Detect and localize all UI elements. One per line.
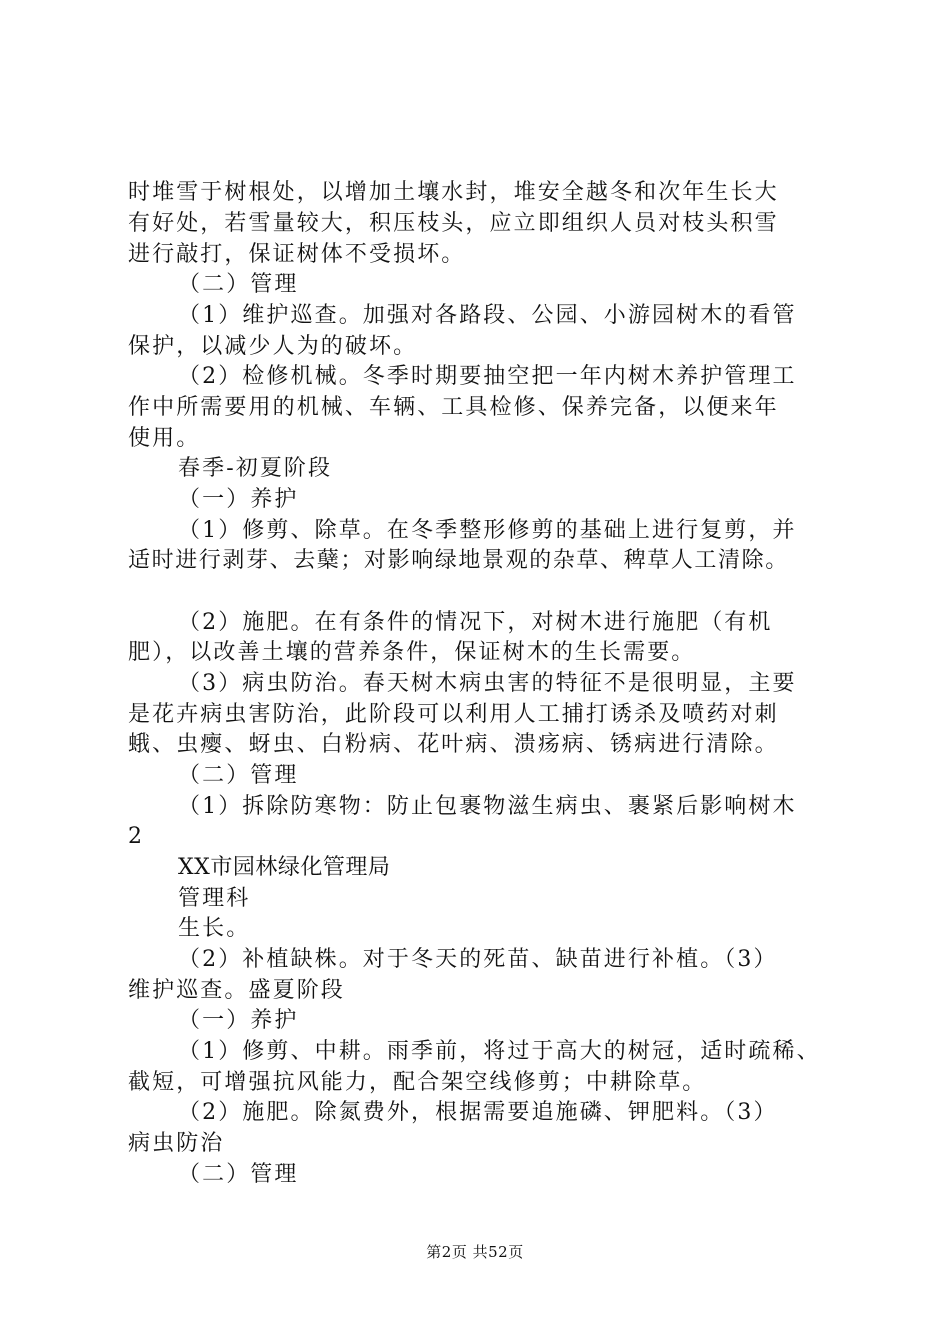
text-line: 维护巡查。盛夏阶段: [128, 978, 345, 1003]
text-line: 保护，以减少人为的破坏。: [128, 334, 418, 359]
text-line: （1）拆除防寒物：防止包裹物滋生病虫、裹紧后影响树木: [178, 794, 797, 819]
text-line: （1）修剪、除草。在冬季整形修剪的基础上进行复剪，并: [178, 518, 797, 543]
text-line: 是花卉病虫害防治，此阶段可以利用人工捕打诱杀及喷药对刺: [128, 702, 779, 727]
section-heading: （二）管理: [178, 272, 299, 297]
text-line: （1）维护巡查。加强对各路段、公园、小游园树木的看管: [178, 303, 797, 328]
page-number-marker: 2: [128, 824, 143, 849]
text-line: 蛾、虫瘿、蚜虫、白粉病、花叶病、溃疡病、锈病进行清除。: [128, 732, 779, 757]
section-heading: （二）管理: [178, 763, 299, 788]
section-heading: 春季-初夏阶段: [178, 456, 333, 481]
text-line: （2）施肥。除氮费外，根据需要追施磷、钾肥料。（3）: [178, 1100, 778, 1125]
section-heading: （一）养护: [178, 1008, 299, 1033]
text-line: 时堆雪于树根处，以增加土壤水封，堆安全越冬和次年生长大: [128, 180, 779, 205]
text-line: 肥），以改善土壤的营养条件，保证树木的生长需要。: [128, 640, 696, 665]
page-footer: 第2页 共52页: [426, 1243, 524, 1261]
text-line: （2）施肥。在有条件的情况下，对树木进行施肥（有机: [178, 610, 773, 635]
text-line: 适时进行剥芽、去蘖；对影响绿地景观的杂草、稗草人工清除。: [128, 548, 789, 573]
text-line: 截短，可增强抗风能力，配合架空线修剪；中耕除草。: [128, 1070, 707, 1095]
organization-name: XX市园林绿化管理局: [178, 855, 391, 880]
section-heading: （二）管理: [178, 1162, 299, 1187]
text-line: 生长。: [178, 916, 251, 941]
department-name: 管理科: [178, 886, 251, 911]
text-line: （1）修剪、中耕。雨季前，将过于高大的树冠，适时疏稀、: [178, 1039, 821, 1064]
text-line: 有好处，若雪量较大，积压枝头，应立即组织人员对枝头积雪: [128, 211, 779, 236]
text-line: 作中所需要用的机械、车辆、工具检修、保养完备，以便来年: [128, 395, 779, 420]
text-line: 进行敲打，保证树体不受损坏。: [128, 242, 466, 267]
text-line: 病虫防治: [128, 1131, 225, 1156]
text-line: （2）补植缺株。对于冬天的死苗、缺苗进行补植。（3）: [178, 947, 778, 972]
text-line: 使用。: [128, 426, 201, 451]
text-line: （3）病虫防治。春天树木病虫害的特征不是很明显，主要: [178, 671, 797, 696]
text-line: （2）检修机械。冬季时期要抽空把一年内树木养护管理工: [178, 364, 797, 389]
section-heading: （一）养护: [178, 487, 299, 512]
